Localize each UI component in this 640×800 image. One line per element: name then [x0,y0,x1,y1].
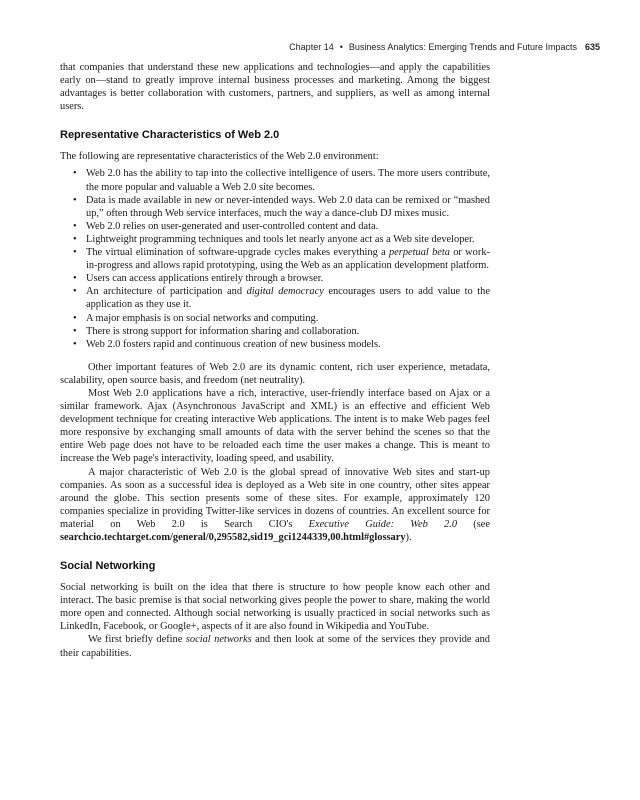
paragraph [60,466,490,545]
list-item: • A major emphasis is on social networks and computing. [86,312,490,325]
paragraph-text: ). [405,532,412,543]
list-item: • There is strong support for information sharing and collaboration. [86,325,490,338]
section-heading-social-networking: Social Networking [60,560,156,573]
paragraph: Social networking is built on the idea that there is structure to how people know each other and interact. The basic premise is that social networking gives people the power to share, making the world more open and connected. Although social networking is usually practiced in social networks such as LinkedIn, Facebook, or Google+, aspects of it are also found in Wikipedia and YouTube. [60,582,490,633]
list-item-text: An architecture of participation and [86,286,243,298]
paragraph-text: and then look at some of the services they provide and their capabilities. [60,634,490,659]
paragraph-text: We first briefly define [88,634,183,646]
chapter-title: Business Analytics: Emerging Trends and Future Impacts [348,42,577,52]
list-item [86,285,490,311]
chapter-label: Chapter 14 [289,42,334,52]
list-item: • Web 2.0 relies on user-generated and user-controlled content and data. [86,220,490,233]
page-number: 635 [584,42,600,52]
body-text [60,61,490,660]
paragraph [60,633,490,659]
paragraph-text: (see [473,518,490,530]
reference-url[interactable]: searchcio.techtarget.com/general/0,295582,sid19_gci1244339,00.html#glossary [60,532,406,543]
list-item: • Web 2.0 fosters rapid and continuous creation of new business models. [86,338,490,351]
list-item: • Data is made available in new or never-intended ways. Web 2.0 data can be remixed or “mashed up,” often through Web service interfaces, much the way a dance-club DJ mixes music. [86,194,490,220]
emphasis-text: social networks [185,634,252,646]
section-heading-web2-characteristics: Representative Characteristics of Web 2.0 [60,129,280,142]
list-item: • Web 2.0 has the ability to tap into the collective intelligence of users. The more users contribute, the more popular and valuable a Web 2.0 site becomes. [86,167,490,193]
list-item [86,246,490,272]
paragraph: Most Web 2.0 applications have a rich, interactive, user-friendly interface based on Ajax or a similar framework. Ajax (Asynchronous JavaScript and XML) is an effective and efficient Web development technique for creating interactive Web applications. The intent is to make Web pages feel more responsive by exchanging small amounts of data with the server behind the scenes so that the entire Web page does not have to be reloaded each time the user makes a change. This is meant to increase the Web page's interactivity, loading speed, and usability. [60,387,490,465]
emphasis-text: perpetual beta [388,247,450,259]
header-separator: • [339,42,343,52]
characteristics-list [60,167,490,350]
list-item: • Lightweight programming techniques and tools let nearly anyone act as a Web site developer. [86,233,490,246]
paragraph-text: A major characteristic of Web 2.0 is the global spread of innovative Web sites and start-up companies. As soon as a successful idea is deployed as a Web site in one country, other sites appear around the globe. This section presents some of these sites. For example, approximately 120 companies specialize in providing Twitter-like services in dozens of countries. An excellent source for material on Web 2.0 is Search CIO's [60,466,490,530]
publication-title: Executive Guide: Web 2.0 [308,518,458,530]
list-item-text: The virtual elimination of software-upgrade cycles makes everything a [86,247,386,259]
emphasis-text: digital democracy [246,286,324,298]
paragraph: Other important features of Web 2.0 are its dynamic content, rich user experience, metadata, scalability, open source basis, and freedom (net neutrality). [60,361,490,386]
section-lead: The following are representative characteristics of the Web 2.0 environment: [60,151,379,163]
intro-paragraph: that companies that understand these new applications and technologies—and apply the capabilities early on—stand to greatly improve internal business processes and marketing. Among the biggest advantages is better collaboration with customers, partners, and suppliers, as well as among internal users. [60,62,490,113]
list-item-text: encourages users to add value to the application as they use it. [86,286,490,311]
list-item-text: or work-in-progress and allows rapid prototyping, using the Web as an application development platform. [86,247,490,272]
running-header [60,42,600,52]
list-item: • Users can access applications entirely through a browser. [86,272,490,285]
